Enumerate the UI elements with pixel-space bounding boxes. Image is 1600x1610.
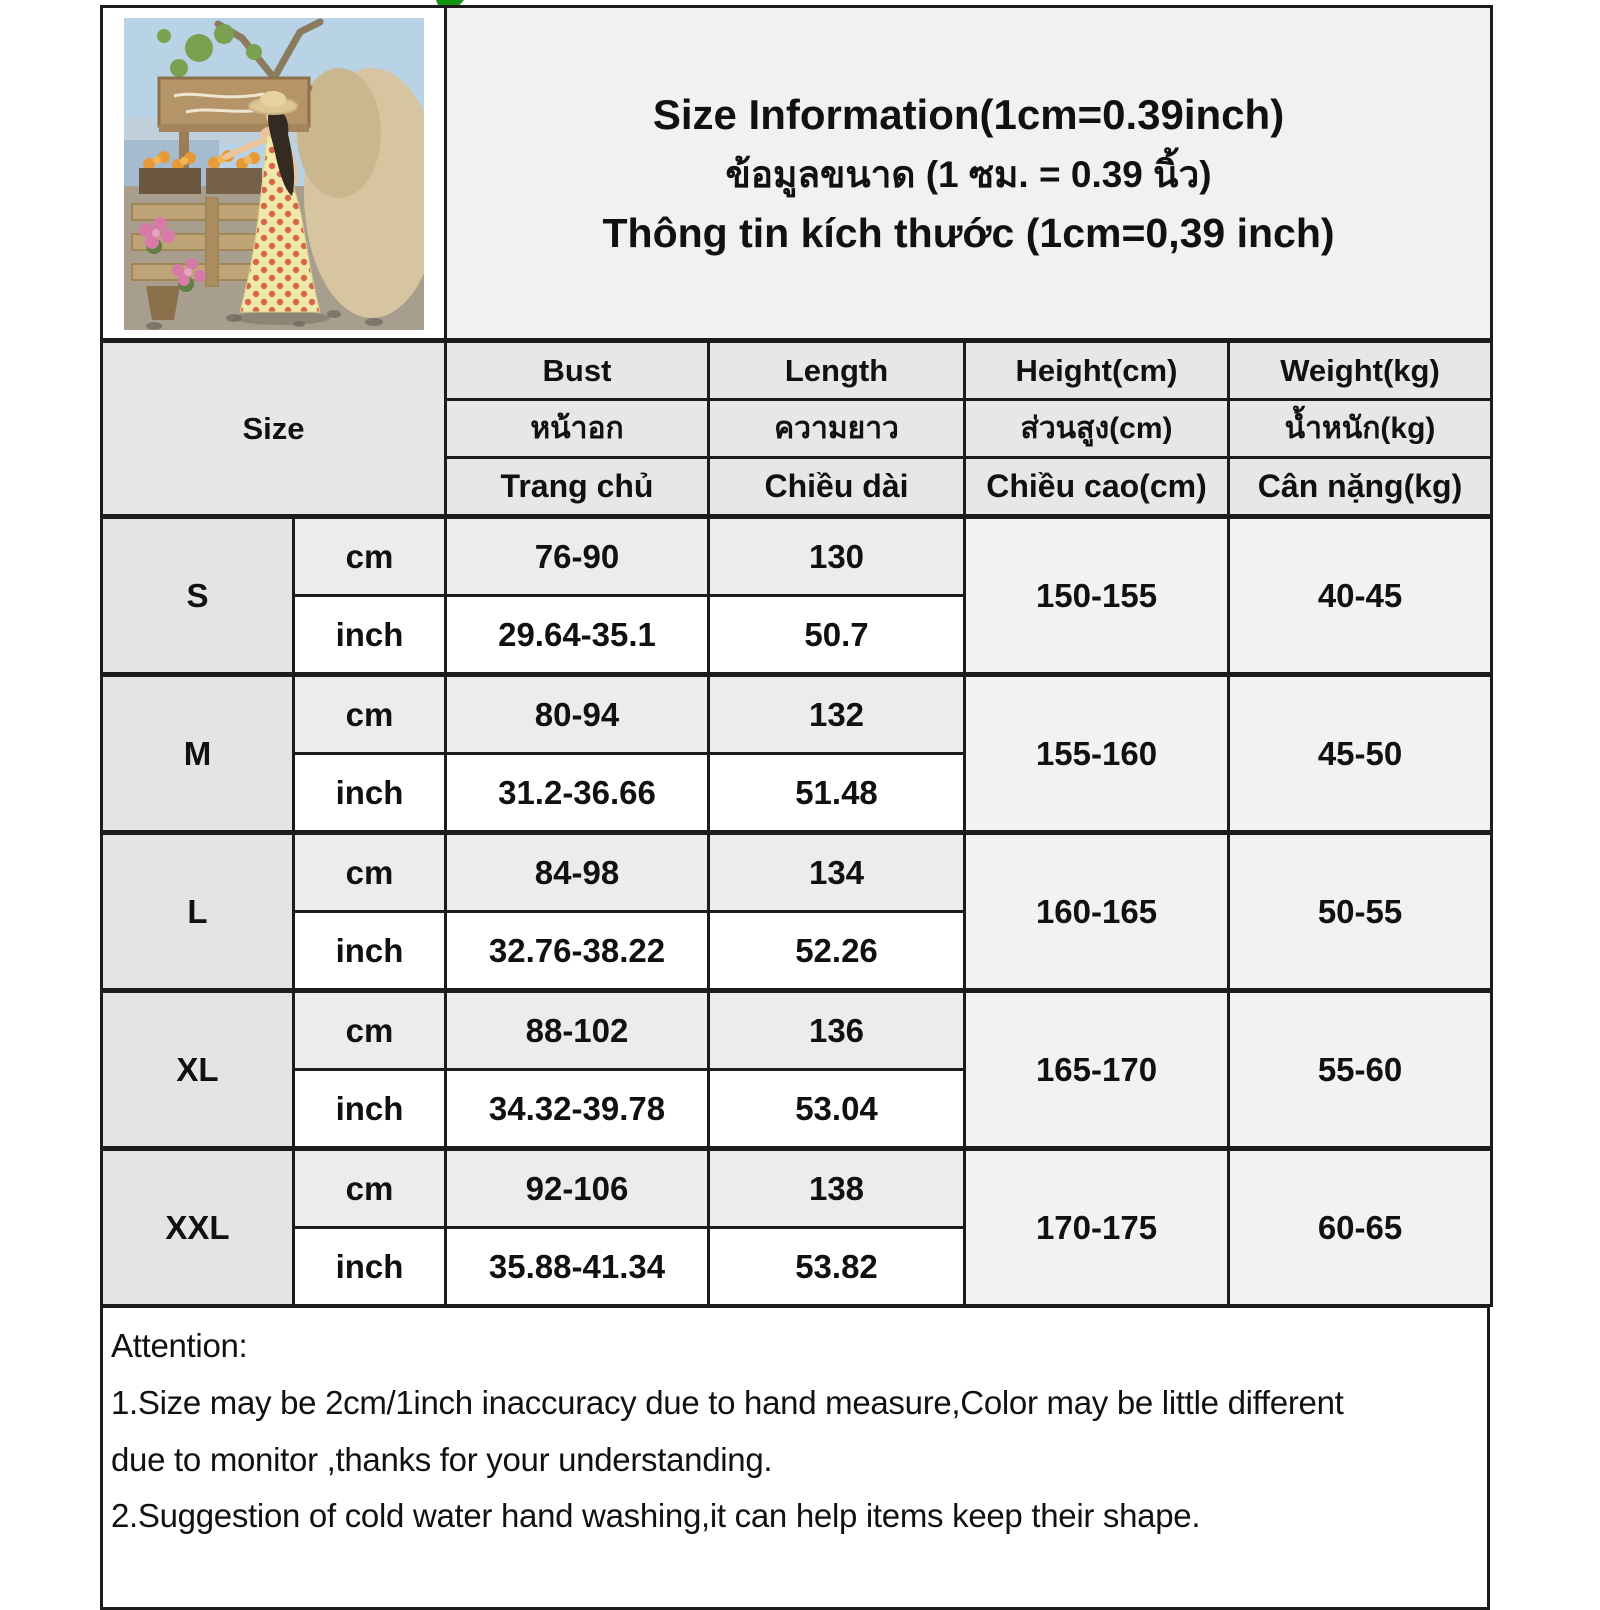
col-header-bust-en: Bust	[446, 341, 709, 400]
col-header-bust-th: หน้าอก	[446, 400, 709, 458]
cell-xxl-bust-inch: 35.88-41.34	[446, 1228, 709, 1306]
cell-l-height: 160-165	[965, 833, 1229, 991]
cell-s-unit-cm: cm	[294, 517, 446, 596]
size-header-label: Size	[102, 341, 446, 517]
cell-s-unit-inch: inch	[294, 596, 446, 675]
cell-xl-bust-cm: 88-102	[446, 991, 709, 1070]
row-xl-cm	[102, 991, 1492, 1070]
cell-l-length-cm: 134	[709, 833, 965, 912]
cell-xl-bust-inch: 34.32-39.78	[446, 1070, 709, 1149]
cell-m-length-inch: 51.48	[709, 754, 965, 833]
attention-notes	[100, 1304, 1490, 1610]
cell-xxl-bust-cm: 92-106	[446, 1149, 709, 1228]
row-xxl-cm	[102, 1149, 1492, 1228]
attention-heading: Attention:	[111, 1327, 248, 1364]
cell-s-weight: 40-45	[1229, 517, 1492, 675]
cell-xxl-length-inch: 53.82	[709, 1228, 965, 1306]
col-header-length-th: ความยาว	[709, 400, 965, 458]
product-photo-cell	[102, 7, 446, 341]
cell-l-label: L	[102, 833, 294, 991]
col-header-height-en: Height(cm)	[965, 341, 1229, 400]
cell-xxl-unit-inch: inch	[294, 1228, 446, 1306]
top-row	[102, 7, 1492, 341]
cell-m-unit-inch: inch	[294, 754, 446, 833]
col-header-weight-vi: Cân nặng(kg)	[1229, 458, 1492, 517]
size-table	[100, 5, 1493, 1307]
cell-l-bust-inch: 32.76-38.22	[446, 912, 709, 991]
cell-xl-length-cm: 136	[709, 991, 965, 1070]
cell-xxl-weight: 60-65	[1229, 1149, 1492, 1306]
cell-l-weight: 50-55	[1229, 833, 1492, 991]
size-chart-box	[100, 5, 1490, 1610]
row-s-cm	[102, 517, 1492, 596]
attention-note2: 2.Suggestion of cold water hand washing,it can help items keep their shape.	[111, 1497, 1201, 1535]
header-row-english	[102, 341, 1492, 400]
col-header-weight-th: น้ำหนัก(kg)	[1229, 400, 1492, 458]
title-english: Size Information(1cm=0.39inch)	[652, 90, 1285, 138]
cell-s-length-inch: 50.7	[709, 596, 965, 675]
cell-s-height: 150-155	[965, 517, 1229, 675]
attention-note1-line1: 1.Size may be 2cm/1inch inaccuracy due to hand measure,Color may be little different	[111, 1383, 1344, 1421]
cell-l-bust-cm: 84-98	[446, 833, 709, 912]
title-vietnamese: Thông tin kích thước (1cm=0,39 inch)	[602, 209, 1335, 256]
cell-m-unit-cm: cm	[294, 675, 446, 754]
col-header-height-th: ส่วนสูง(cm)	[965, 400, 1229, 458]
col-header-bust-vi: Trang chủ	[446, 458, 709, 517]
cell-s-label: S	[102, 517, 294, 675]
cell-s-bust-cm: 76-90	[446, 517, 709, 596]
cell-xxl-label: XXL	[102, 1149, 294, 1306]
col-header-length-en: Length	[709, 341, 965, 400]
title-thai: ข้อมูลขนาด (1 ซม. = 0.39 นิ้ว)	[725, 154, 1212, 196]
cell-m-label: M	[102, 675, 294, 833]
cell-xl-label: XL	[102, 991, 294, 1149]
row-m-cm	[102, 675, 1492, 754]
cell-m-weight: 45-50	[1229, 675, 1492, 833]
cell-l-unit-inch: inch	[294, 912, 446, 991]
col-header-weight-en: Weight(kg)	[1229, 341, 1492, 400]
cell-xxl-length-cm: 138	[709, 1149, 965, 1228]
cell-m-length-cm: 132	[709, 675, 965, 754]
cell-xl-weight: 55-60	[1229, 991, 1492, 1149]
cell-xxl-height: 170-175	[965, 1149, 1229, 1306]
cell-xl-height: 165-170	[965, 991, 1229, 1149]
cell-xxl-unit-cm: cm	[294, 1149, 446, 1228]
cell-s-length-cm: 130	[709, 517, 965, 596]
cell-xl-unit-cm: cm	[294, 991, 446, 1070]
cell-m-bust-inch: 31.2-36.66	[446, 754, 709, 833]
cell-m-bust-cm: 80-94	[446, 675, 709, 754]
product-photo	[124, 18, 424, 330]
col-header-height-vi: Chiều cao(cm)	[965, 458, 1229, 517]
title-cell	[446, 7, 1492, 341]
attention-note1-line2: due to monitor ,thanks for your understanding.	[111, 1440, 773, 1478]
cell-xl-unit-inch: inch	[294, 1070, 446, 1149]
cell-l-unit-cm: cm	[294, 833, 446, 912]
col-header-length-vi: Chiều dài	[709, 458, 965, 517]
cell-l-length-inch: 52.26	[709, 912, 965, 991]
row-l-cm	[102, 833, 1492, 912]
cell-xl-length-inch: 53.04	[709, 1070, 965, 1149]
cell-m-height: 155-160	[965, 675, 1229, 833]
cell-s-bust-inch: 29.64-35.1	[446, 596, 709, 675]
